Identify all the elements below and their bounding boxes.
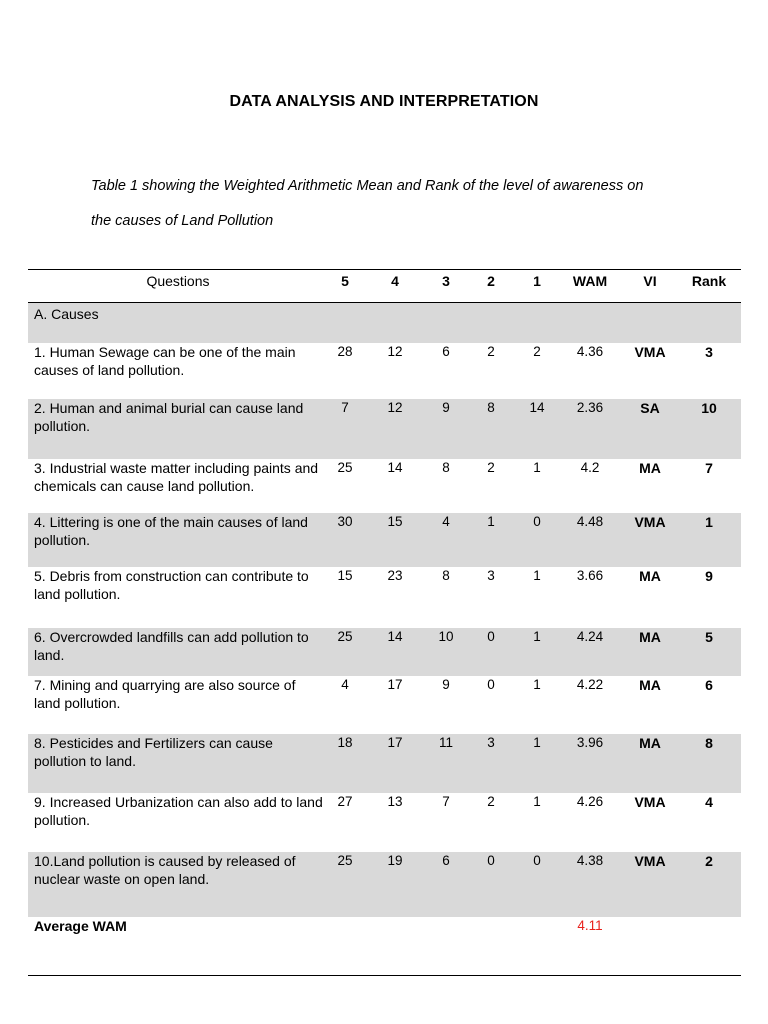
table-row [28, 399, 741, 459]
section-row-causes [28, 303, 741, 343]
count-5: 30 [337, 514, 353, 529]
count-1: 2 [533, 344, 541, 359]
count-4: 19 [387, 853, 403, 868]
count-5: 7 [341, 400, 349, 415]
question-text: 8. Pesticides and Fertilizers can cause pollution to land. [34, 735, 273, 769]
question-text: 9. Increased Urbanization can also add to land pollution. [34, 794, 323, 828]
count-4: 12 [387, 400, 403, 415]
question-text: 6. Overcrowded landfills can add pollution to land. [34, 629, 309, 663]
count-3: 7 [442, 794, 450, 809]
count-1: 0 [533, 514, 541, 529]
rank-value: 10 [701, 400, 717, 416]
count-5: 15 [337, 568, 353, 583]
average-wam-value: 4.11 [577, 918, 603, 933]
rank-value: 2 [705, 853, 713, 869]
table-header-row [28, 270, 741, 303]
count-3: 9 [442, 677, 450, 692]
count-2: 2 [487, 344, 495, 359]
count-1: 1 [533, 735, 541, 750]
vi-value: VMA [634, 344, 666, 360]
page-title: DATA ANALYSIS AND INTERPRETATION [229, 93, 539, 110]
count-5: 4 [341, 677, 349, 692]
table-row [28, 734, 741, 793]
count-4: 23 [387, 568, 403, 583]
table-row [28, 628, 741, 676]
vi-value: MA [639, 629, 661, 645]
header-rank: Rank [691, 273, 727, 289]
count-3: 6 [442, 853, 450, 868]
wam-value: 3.96 [576, 735, 604, 750]
table-row [28, 343, 741, 399]
question-text: 10.Land pollution is caused by released of nuclear waste on open land. [34, 853, 296, 887]
vi-value: MA [639, 568, 661, 584]
count-4: 12 [387, 344, 403, 359]
header-scale-5: 5 [341, 273, 349, 289]
header-vi: VI [643, 273, 657, 289]
count-1: 1 [533, 794, 541, 809]
count-4: 17 [387, 735, 403, 750]
count-1: 0 [533, 853, 541, 868]
table-row [28, 676, 741, 734]
count-2: 3 [487, 735, 495, 750]
wam-value: 4.26 [576, 794, 604, 809]
average-wam-row [28, 917, 741, 947]
count-2: 2 [487, 460, 495, 475]
wam-value: 2.36 [576, 400, 604, 415]
wam-value: 3.66 [576, 568, 604, 583]
vi-value: SA [640, 400, 660, 416]
count-4: 17 [387, 677, 403, 692]
vi-value: VMA [634, 853, 666, 869]
vi-value: MA [639, 735, 661, 751]
average-wam-label: Average WAM [34, 918, 127, 934]
table-row [28, 459, 741, 513]
table-row [28, 513, 741, 567]
section-label: A. Causes [34, 306, 99, 322]
count-1: 1 [533, 460, 541, 475]
header-questions: Questions [146, 273, 210, 289]
header-scale-3: 3 [442, 273, 450, 289]
count-2: 3 [487, 568, 495, 583]
wam-value: 4.48 [576, 514, 604, 529]
wam-value: 4.38 [576, 853, 604, 868]
count-2: 2 [487, 794, 495, 809]
count-3: 11 [438, 735, 453, 750]
rank-value: 3 [705, 344, 713, 360]
count-3: 9 [442, 400, 450, 415]
rank-value: 8 [705, 735, 713, 751]
awareness-table [28, 269, 741, 947]
table-caption-line-2: the causes of Land Pollution [91, 213, 274, 229]
count-1: 1 [533, 677, 541, 692]
count-3: 4 [442, 514, 450, 529]
question-text: 4. Littering is one of the main causes of land pollution. [34, 514, 308, 548]
count-4: 15 [387, 514, 403, 529]
wam-value: 4.22 [576, 677, 604, 692]
count-2: 1 [487, 514, 495, 529]
rank-value: 1 [705, 514, 713, 530]
wam-value: 4.24 [576, 629, 604, 644]
header-scale-2: 2 [487, 273, 495, 289]
header-scale-4: 4 [391, 273, 399, 289]
count-1: 14 [529, 400, 545, 415]
vi-value: VMA [634, 514, 666, 530]
count-2: 8 [487, 400, 495, 415]
table-caption-line-1: Table 1 showing the Weighted Arithmetic Mean and Rank of the level of awareness on [91, 178, 644, 194]
vi-value: VMA [634, 794, 666, 810]
count-3: 6 [442, 344, 450, 359]
count-2: 0 [487, 853, 495, 868]
count-5: 25 [337, 629, 353, 644]
header-wam: WAM [572, 273, 608, 289]
count-5: 18 [337, 735, 353, 750]
rank-value: 4 [705, 794, 713, 810]
table-row [28, 567, 741, 628]
count-2: 0 [487, 677, 495, 692]
table-row [28, 793, 741, 852]
count-2: 0 [487, 629, 495, 644]
table-bottom-rule [28, 975, 741, 976]
question-text: 2. Human and animal burial can cause land pollution. [34, 400, 304, 434]
wam-value: 4.36 [576, 344, 604, 359]
count-5: 28 [337, 344, 353, 359]
count-3: 8 [442, 568, 450, 583]
rank-value: 9 [705, 568, 713, 584]
question-text: 7. Mining and quarrying are also source of land pollution. [34, 677, 296, 711]
header-scale-1: 1 [533, 273, 541, 289]
rank-value: 5 [705, 629, 713, 645]
vi-value: MA [639, 460, 661, 476]
rank-value: 6 [705, 677, 713, 693]
count-5: 25 [337, 460, 353, 475]
question-text: 5. Debris from construction can contribute to land pollution. [34, 568, 309, 602]
count-4: 14 [387, 629, 403, 644]
count-1: 1 [533, 568, 541, 583]
count-4: 13 [387, 794, 403, 809]
vi-value: MA [639, 677, 661, 693]
question-text: 3. Industrial waste matter including paints and chemicals can cause land pollution. [34, 460, 319, 494]
count-5: 27 [337, 794, 353, 809]
question-text: 1. Human Sewage can be one of the main causes of land pollution. [34, 344, 296, 378]
count-4: 14 [387, 460, 403, 475]
rank-value: 7 [705, 460, 713, 476]
count-5: 25 [337, 853, 353, 868]
count-1: 1 [533, 629, 541, 644]
wam-value: 4.2 [580, 460, 600, 475]
count-3: 10 [438, 629, 454, 644]
table-row [28, 852, 741, 917]
count-3: 8 [442, 460, 450, 475]
